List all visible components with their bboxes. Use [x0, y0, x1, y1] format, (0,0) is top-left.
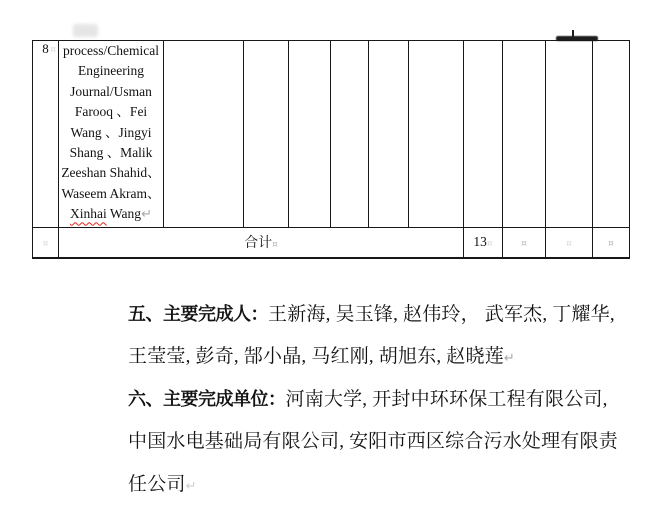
cell-end-mark: ¤ [42, 239, 49, 250]
table-row-total [33, 228, 630, 258]
cell-end-mark: ¤ [608, 239, 614, 250]
empty-cell [464, 41, 503, 228]
empty-cell [369, 41, 409, 228]
author-line-rest: Wang [106, 206, 142, 222]
document-body-text[interactable] [128, 293, 618, 506]
paragraph-main-organizations [128, 378, 618, 421]
total-label-cell [59, 228, 464, 258]
paragraph-label: 五、主要完成人： [128, 304, 268, 324]
empty-cell [546, 228, 593, 258]
paragraph-mark: ↵ [141, 207, 152, 223]
cell-end-mark: ¤ [566, 239, 572, 250]
cell-end-mark: ¤ [521, 239, 527, 250]
paragraph-text: 河南大学, 开封中环环保工程有限公司, [285, 389, 608, 411]
paragraph-organizations-end [128, 464, 618, 507]
table-row-entry-8 [33, 41, 630, 228]
author-line: Waseem Akram、 [61, 185, 161, 201]
empty-cell [289, 41, 331, 228]
empty-cell [503, 228, 546, 258]
empty-cell [593, 228, 630, 258]
author-line: process/Chemical [63, 43, 159, 58]
total-value-cell [464, 228, 503, 258]
misspelled-word: Xinhai [70, 206, 107, 222]
cell-end-mark: ¤ [50, 45, 56, 55]
achievements-table [32, 40, 630, 259]
author-line: Journal/Usman [70, 83, 152, 99]
paragraph-label: 六、主要完成单位： [128, 389, 286, 410]
author-line: Shang 、Malik [69, 145, 153, 161]
empty-cell [164, 41, 244, 228]
empty-cell [244, 41, 289, 228]
empty-cell [503, 41, 546, 228]
cell-end-mark: ¤ [486, 239, 493, 250]
paragraph-mark: ↵ [185, 478, 197, 494]
publication-authors-cell [59, 41, 164, 228]
paragraph-text: 王莹莹, 彭奇, 郜小晶, 马红刚, 胡旭东, 赵晓莲 [128, 345, 504, 367]
paragraph-text: 任公司 [128, 473, 186, 495]
paragraph-contributors-cont [128, 336, 618, 379]
total-value: 13 [473, 234, 487, 250]
paragraph-text: 王新海, 吴玉锋, 赵伟玲， 武军杰, 丁耀华, [268, 304, 615, 325]
row-number-cell [33, 41, 59, 228]
dark-smudge-tick [572, 30, 574, 40]
cell-end-mark: ¤ [272, 240, 278, 251]
paragraph-mark: ↵ [503, 350, 515, 366]
paragraph-text: 中国水电基础局有限公司, 安阳市西区综合污水处理有限责 [128, 431, 618, 453]
empty-cell [546, 41, 593, 228]
empty-cell [331, 41, 369, 228]
paragraph-main-contributors [128, 293, 618, 336]
total-row-corner-cell [33, 228, 59, 258]
row-number: 8 [42, 41, 49, 56]
empty-cell [409, 41, 464, 228]
author-line-last [59, 204, 163, 225]
paragraph-organizations-cont [128, 421, 618, 464]
author-line: Farooq 、Fei [74, 104, 148, 120]
author-line: Zeeshan Shahid、 [61, 165, 161, 181]
faint-smudge-artifact [73, 24, 98, 37]
empty-cell [593, 41, 630, 228]
total-label: 合计 [244, 236, 273, 252]
author-line: Wang 、Jingyi [70, 124, 152, 140]
author-line: Engineering [78, 63, 144, 79]
